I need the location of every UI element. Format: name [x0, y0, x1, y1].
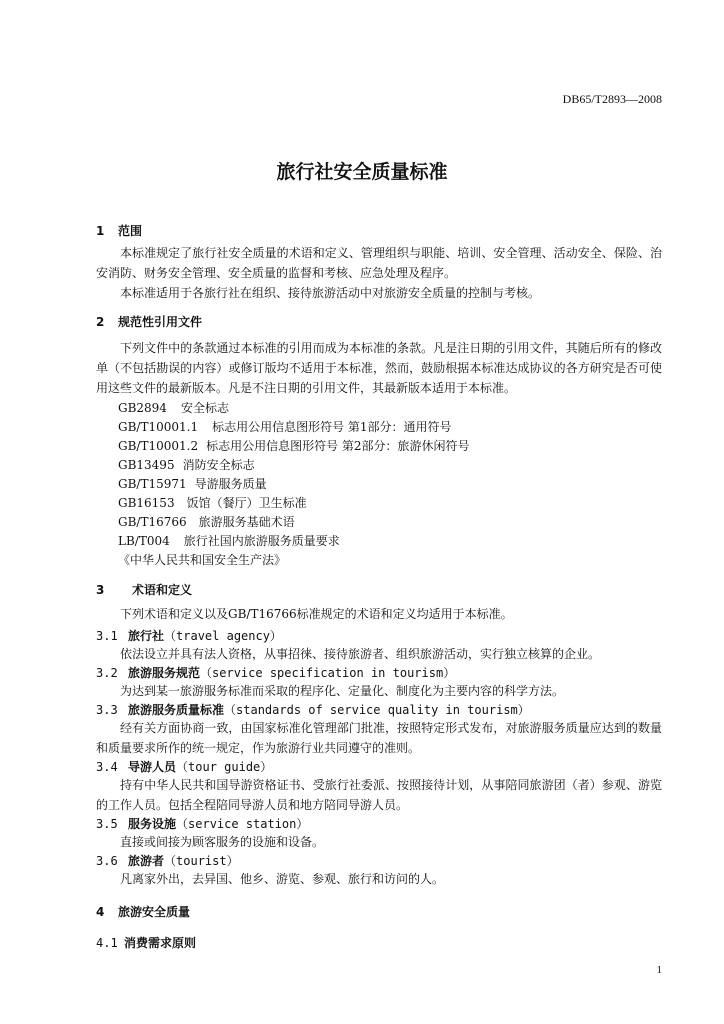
reference-code: GB/T10001.1	[118, 420, 199, 434]
term-name: 旅游者	[128, 854, 165, 868]
section-2-heading	[96, 313, 202, 330]
reference-item	[118, 513, 295, 530]
term-english: （standards of service quality in tourism）	[224, 703, 530, 717]
reference-item	[118, 418, 452, 435]
term-heading	[96, 815, 308, 832]
section-1-heading	[96, 222, 142, 239]
reference-name: 旅游服务基础术语	[198, 515, 295, 529]
term-heading	[96, 852, 239, 869]
section-3-heading	[96, 581, 192, 598]
reference-code: GB/T10001.2	[118, 439, 199, 453]
term-english: （tour guide）	[176, 760, 273, 774]
section-title: 规范性引用文件	[118, 315, 203, 329]
reference-item	[118, 399, 229, 416]
reference-item	[118, 437, 470, 454]
section-number: 4	[96, 905, 105, 919]
section-1-paragraph-1: 本标准规定了旅行社安全质量的术语和定义、管理组织与职能、培训、安全管理、活动安全、保险、治安消防、财务安全管理、安全质量的监督和考核、应急处理及程序。	[96, 246, 662, 280]
term-number: 3.5	[96, 817, 118, 831]
reference-name: 标志用公用信息图形符号 第1部分：通用符号	[212, 420, 452, 434]
term-definition: 依法设立并具有法人资格，从事招徕、接待旅游者、组织旅游活动，实行独立核算的企业。	[120, 647, 601, 661]
term-name: 导游人员	[128, 760, 177, 774]
section-3-intro: 下列术语和定义以及GB/T16766标准规定的术语和定义均适用于本标准。	[120, 607, 513, 621]
term-heading	[96, 701, 530, 718]
reference-code: LB/T004	[118, 534, 170, 548]
term-name: 旅游服务质量标准	[128, 703, 225, 717]
section-title: 范围	[118, 224, 143, 238]
reference-code: GB2894	[118, 401, 167, 415]
section-number: 1	[96, 224, 105, 238]
term-definition: 经有关方面协商一致，由国家标准化管理部门批准，按照特定形式发布，对旅游服务质量应达到的数量和质量要求所作的统一规定，作为旅游行业共同遵守的准则。	[96, 721, 662, 755]
reference-item	[118, 456, 255, 473]
reference-item	[118, 532, 340, 549]
term-number: 3.2	[96, 666, 118, 680]
term-name: 旅游服务规范	[128, 666, 201, 680]
subsection-4-1-heading	[96, 934, 196, 951]
reference-name: 标志用公用信息图形符号 第2部分：旅游休闲符号	[206, 439, 470, 453]
term-name: 旅行社	[128, 629, 165, 643]
section-title: 旅游安全质量	[118, 905, 191, 919]
reference-name: 旅行社国内旅游服务质量要求	[183, 534, 340, 548]
section-number: 2	[96, 315, 105, 329]
term-heading	[96, 627, 282, 644]
reference-code: GB/T16766	[118, 515, 187, 529]
term-english: （tourist）	[164, 854, 239, 868]
reference-code: GB/T15971	[118, 477, 187, 491]
section-title: 术语和定义	[132, 583, 193, 597]
subsection-number: 4.1	[96, 936, 118, 950]
reference-name: 导游服务质量	[194, 477, 267, 491]
subsection-title: 消费需求原则	[124, 936, 197, 950]
reference-name: 安全标志	[180, 401, 229, 415]
page-number: 1	[656, 964, 662, 976]
reference-name: 《中华人民共和国安全生产法》	[118, 553, 287, 567]
section-2-paragraph: 下列文件中的条款通过本标准的引用而成为本标准的条款。凡是注日期的引用文件，其随后所有的修改单（不包括勘误的内容）或修订版均不适用于本标准，然而，鼓励根据本标准达成协议的各方研究是否可使用这些文件的最新版本。凡是不注日期的引用文件，其最新版本适用于本标准。	[96, 341, 662, 395]
term-english: （service specification in tourism）	[200, 666, 456, 680]
reference-name: 消防安全标志	[182, 458, 255, 472]
term-number: 3.1	[96, 629, 118, 643]
reference-code: GB13495	[118, 458, 175, 472]
reference-item	[118, 494, 307, 511]
term-name: 服务设施	[128, 817, 177, 831]
reference-item	[118, 551, 286, 568]
term-definition: 直接或间接为顾客服务的设施和设备。	[120, 835, 325, 849]
reference-item	[118, 475, 267, 492]
document-title: 旅行社安全质量标准	[276, 161, 448, 183]
section-4-heading	[96, 903, 190, 920]
section-number: 3	[96, 583, 105, 597]
term-heading	[96, 758, 272, 775]
reference-code: GB16153	[118, 496, 175, 510]
document-code: DB65/T2893—2008	[562, 92, 662, 106]
term-english: （travel agency）	[164, 629, 282, 643]
term-heading	[96, 664, 455, 681]
term-definition: 持有中华人民共和国导游资格证书、受旅行社委派、按照接待计划，从事陪同旅游团（者）参观、游览的工作人员。包括全程陪同导游人员和地方陪同导游人员。	[96, 778, 662, 812]
term-definition: 为达到某一旅游服务标准而采取的程序化、定量化、制度化为主要内容的科学方法。	[120, 684, 565, 698]
term-number: 3.3	[96, 703, 118, 717]
term-number: 3.6	[96, 854, 118, 868]
term-number: 3.4	[96, 760, 118, 774]
term-definition: 凡离家外出，去异国、他乡、游览、参观、旅行和访问的人。	[120, 872, 445, 886]
reference-name: 饭馆（餐厅）卫生标准	[186, 496, 307, 510]
term-english: （service station）	[176, 817, 309, 831]
section-1-paragraph-2: 本标准适用于各旅行社在组织、接待旅游活动中对旅游安全质量的控制与考核。	[120, 286, 541, 300]
